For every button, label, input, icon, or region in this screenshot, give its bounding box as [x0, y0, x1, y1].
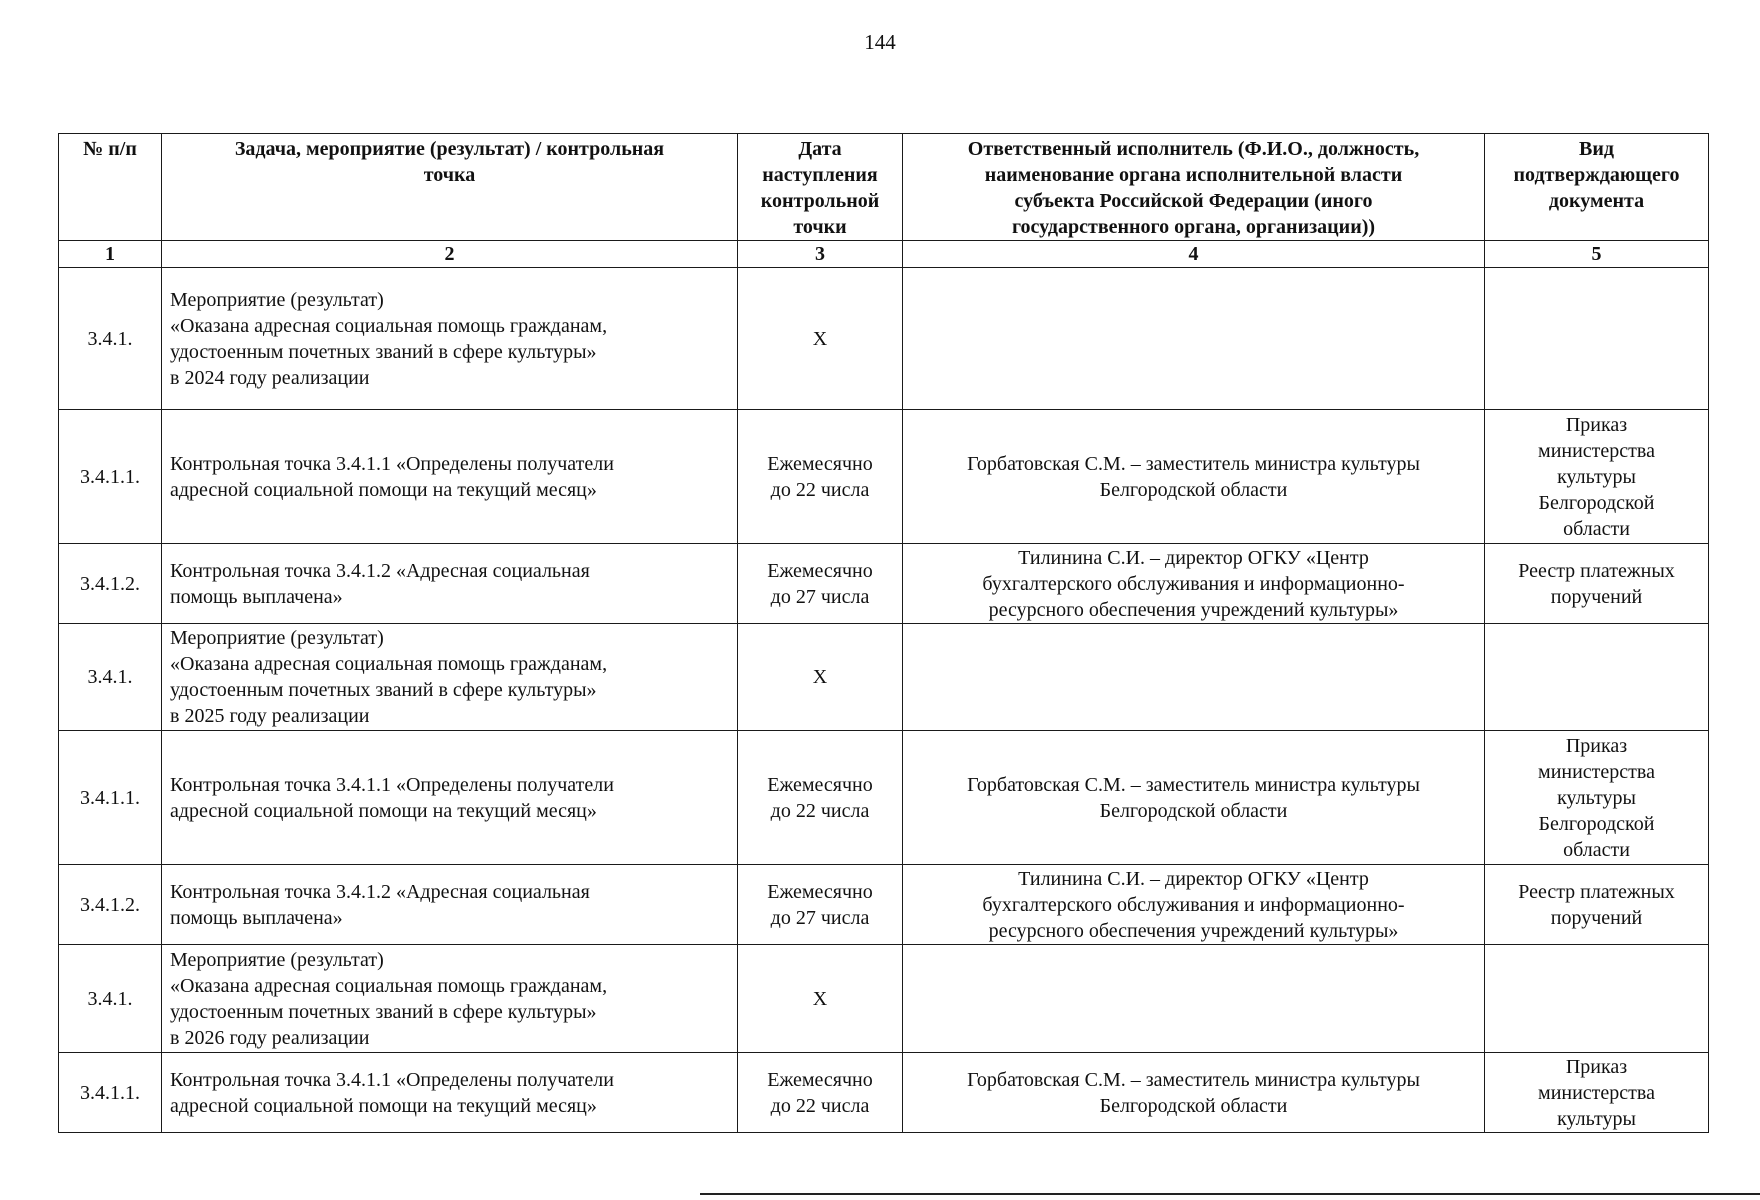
header-line: № п/п: [83, 138, 137, 160]
cell-line: до 22 числа: [770, 1094, 870, 1117]
cell-responsible: [903, 410, 1485, 544]
cell-responsible: [903, 731, 1485, 865]
cell-line: ресурсного обеспечения учреждений культуры»: [988, 919, 1399, 942]
cell-task: [162, 731, 738, 865]
cell-line: Приказ: [1565, 413, 1628, 436]
cell-line: Белгородской: [1538, 812, 1655, 835]
cell-line: удостоенным почетных званий в сфере культуры»: [170, 1000, 597, 1023]
table-row: [59, 1053, 1709, 1133]
cell-line: «Оказана адресная социальная помощь гражданам,: [170, 974, 608, 997]
cell-line: «Оказана адресная социальная помощь гражданам,: [170, 653, 608, 675]
header-line: Ответственный исполнитель (Ф.И.О., должность,: [967, 138, 1420, 160]
cell-line: помощь выплачена»: [170, 906, 343, 929]
cell-date: [738, 410, 903, 544]
column-number: 1: [59, 241, 162, 268]
cell-line: до 27 числа: [770, 585, 870, 608]
cell-line: X: [812, 327, 828, 350]
header-line: подтверждающего: [1513, 164, 1680, 186]
cell-date: [738, 865, 903, 945]
cell-line: в 2026 году реализации: [170, 1026, 370, 1049]
cell-line: министерства: [1538, 439, 1655, 462]
cell-line: X: [812, 666, 828, 688]
cell-line: Ежемесячно: [767, 880, 873, 903]
cell-line: ресурсного обеспечения учреждений культуры»: [988, 598, 1399, 621]
cell-line: до 22 числа: [770, 478, 870, 501]
cell-line: помощь выплачена»: [170, 585, 343, 608]
cell-task: [162, 544, 738, 624]
header-line: точка: [423, 164, 476, 186]
cell-line: удостоенным почетных званий в сфере культуры»: [170, 340, 597, 363]
cell-line: культуры: [1557, 465, 1636, 488]
cell-number: 3.4.1.: [59, 624, 162, 731]
header-line: государственного органа, организации)): [1011, 216, 1376, 238]
column-number: 5: [1485, 241, 1709, 268]
cell-line: Мероприятие (результат): [170, 627, 384, 649]
cell-line: Горбатовская С.М. – заместитель министра культуры: [967, 1068, 1420, 1091]
cell-number: 3.4.1.2.: [59, 865, 162, 945]
cell-document: [1485, 268, 1709, 410]
cell-document: [1485, 544, 1709, 624]
cell-responsible: [903, 544, 1485, 624]
cell-document: [1485, 865, 1709, 945]
cell-line: Ежемесячно: [767, 559, 873, 582]
cell-task: [162, 268, 738, 410]
cell-line: Белгородской области: [1099, 1094, 1288, 1117]
cell-line: бухгалтерского обслуживания и информационно-: [982, 893, 1405, 916]
cell-line: в 2024 году реализации: [170, 366, 370, 389]
cell-line: Контрольная точка 3.4.1.1 «Определены получатели: [170, 452, 614, 475]
control-points-table: [58, 133, 1709, 1133]
table-row: [59, 544, 1709, 624]
cell-date: [738, 945, 903, 1053]
cell-line: поручений: [1550, 585, 1643, 608]
cell-line: X: [812, 987, 828, 1010]
cell-number: 3.4.1.2.: [59, 544, 162, 624]
cell-number: 3.4.1.: [59, 268, 162, 410]
cell-line: области: [1563, 838, 1630, 861]
cell-line: адресной социальной помощи на текущий месяц»: [170, 478, 597, 501]
cell-line: в 2025 году реализации: [170, 705, 370, 727]
cell-line: Ежемесячно: [767, 773, 873, 796]
cell-line: Реестр платежных: [1518, 559, 1675, 582]
cell-date: [738, 1053, 903, 1133]
cell-task: [162, 410, 738, 544]
cell-number: 3.4.1.1.: [59, 731, 162, 865]
header-document: [1485, 134, 1709, 241]
header-line: контрольной: [760, 190, 880, 212]
cell-line: министерства: [1538, 1081, 1655, 1104]
cell-task: [162, 945, 738, 1053]
cell-line: Контрольная точка 3.4.1.2 «Адресная социальная: [170, 880, 590, 903]
header-date: [738, 134, 903, 241]
table-row: [59, 410, 1709, 544]
cell-responsible: [903, 945, 1485, 1053]
cell-line: Мероприятие (результат): [170, 948, 384, 971]
cell-line: Ежемесячно: [767, 452, 873, 475]
cell-document: [1485, 624, 1709, 731]
cell-line: Приказ: [1565, 734, 1628, 757]
cell-line: адресной социальной помощи на текущий месяц»: [170, 799, 597, 822]
header-number: [59, 134, 162, 241]
cell-task: [162, 624, 738, 731]
cell-date: [738, 731, 903, 865]
cell-line: области: [1563, 517, 1630, 540]
table-row: [59, 731, 1709, 865]
cell-line: поручений: [1550, 906, 1643, 929]
cell-document: [1485, 945, 1709, 1053]
cell-task: [162, 1053, 738, 1133]
header-line: документа: [1548, 190, 1645, 212]
cell-line: Белгородской области: [1099, 799, 1288, 822]
column-number-row: [59, 241, 1709, 268]
header-line: субъекта Российской Федерации (иного: [1014, 190, 1373, 212]
cell-document: [1485, 1053, 1709, 1133]
table-header: [59, 134, 1709, 268]
cell-line: Реестр платежных: [1518, 880, 1675, 903]
cell-responsible: [903, 268, 1485, 410]
cell-line: Контрольная точка 3.4.1.1 «Определены получатели: [170, 773, 614, 796]
cell-line: до 27 числа: [770, 906, 870, 929]
cell-responsible: [903, 865, 1485, 945]
cell-line: Белгородской области: [1099, 478, 1288, 501]
column-number: 2: [162, 241, 738, 268]
cell-line: до 22 числа: [770, 799, 870, 822]
cell-line: «Оказана адресная социальная помощь гражданам,: [170, 314, 608, 337]
cell-line: Тилинина С.И. – директор ОГКУ «Центр: [1018, 867, 1369, 890]
table-row: [59, 865, 1709, 945]
column-number: 4: [903, 241, 1485, 268]
table-row: [59, 268, 1709, 410]
cell-line: министерства: [1538, 760, 1655, 783]
cell-responsible: [903, 1053, 1485, 1133]
cell-line: бухгалтерского обслуживания и информационно-: [982, 572, 1405, 595]
cell-date: [738, 544, 903, 624]
cell-number: 3.4.1.1.: [59, 410, 162, 544]
table-body: [59, 268, 1709, 1133]
header-line: Дата: [798, 138, 842, 160]
cell-line: Горбатовская С.М. – заместитель министра культуры: [967, 773, 1420, 796]
header-row: [59, 134, 1709, 241]
bottom-rule: [700, 1193, 1760, 1195]
cell-line: культуры: [1557, 1107, 1636, 1130]
cell-line: Тилинина С.И. – директор ОГКУ «Центр: [1018, 546, 1369, 569]
cell-task: [162, 865, 738, 945]
header-responsible: [903, 134, 1485, 241]
header-line: точки: [793, 216, 847, 238]
cell-responsible: [903, 624, 1485, 731]
table-row: [59, 624, 1709, 731]
cell-document: [1485, 410, 1709, 544]
cell-line: Приказ: [1565, 1055, 1628, 1078]
cell-line: Ежемесячно: [767, 1068, 873, 1091]
cell-line: Белгородской: [1538, 491, 1655, 514]
column-number: 3: [738, 241, 903, 268]
cell-line: адресной социальной помощи на текущий месяц»: [170, 1094, 597, 1117]
cell-line: Горбатовская С.М. – заместитель министра культуры: [967, 452, 1420, 475]
cell-line: культуры: [1557, 786, 1636, 809]
cell-document: [1485, 731, 1709, 865]
table-row: [59, 945, 1709, 1053]
page-number: 144: [864, 30, 896, 54]
header-task: [162, 134, 738, 241]
cell-number: 3.4.1.1.: [59, 1053, 162, 1133]
cell-line: Мероприятие (результат): [170, 288, 384, 311]
header-line: Задача, мероприятие (результат) / контрольная: [234, 138, 665, 160]
cell-number: 3.4.1.: [59, 945, 162, 1053]
cell-line: Контрольная точка 3.4.1.1 «Определены получатели: [170, 1068, 614, 1091]
header-line: наступления: [762, 164, 878, 186]
header-line: Вид: [1579, 138, 1614, 160]
cell-line: удостоенным почетных званий в сфере культуры»: [170, 679, 597, 701]
cell-line: Контрольная точка 3.4.1.2 «Адресная социальная: [170, 559, 590, 582]
cell-date: [738, 268, 903, 410]
cell-date: [738, 624, 903, 731]
header-line: наименование органа исполнительной власти: [984, 164, 1403, 186]
